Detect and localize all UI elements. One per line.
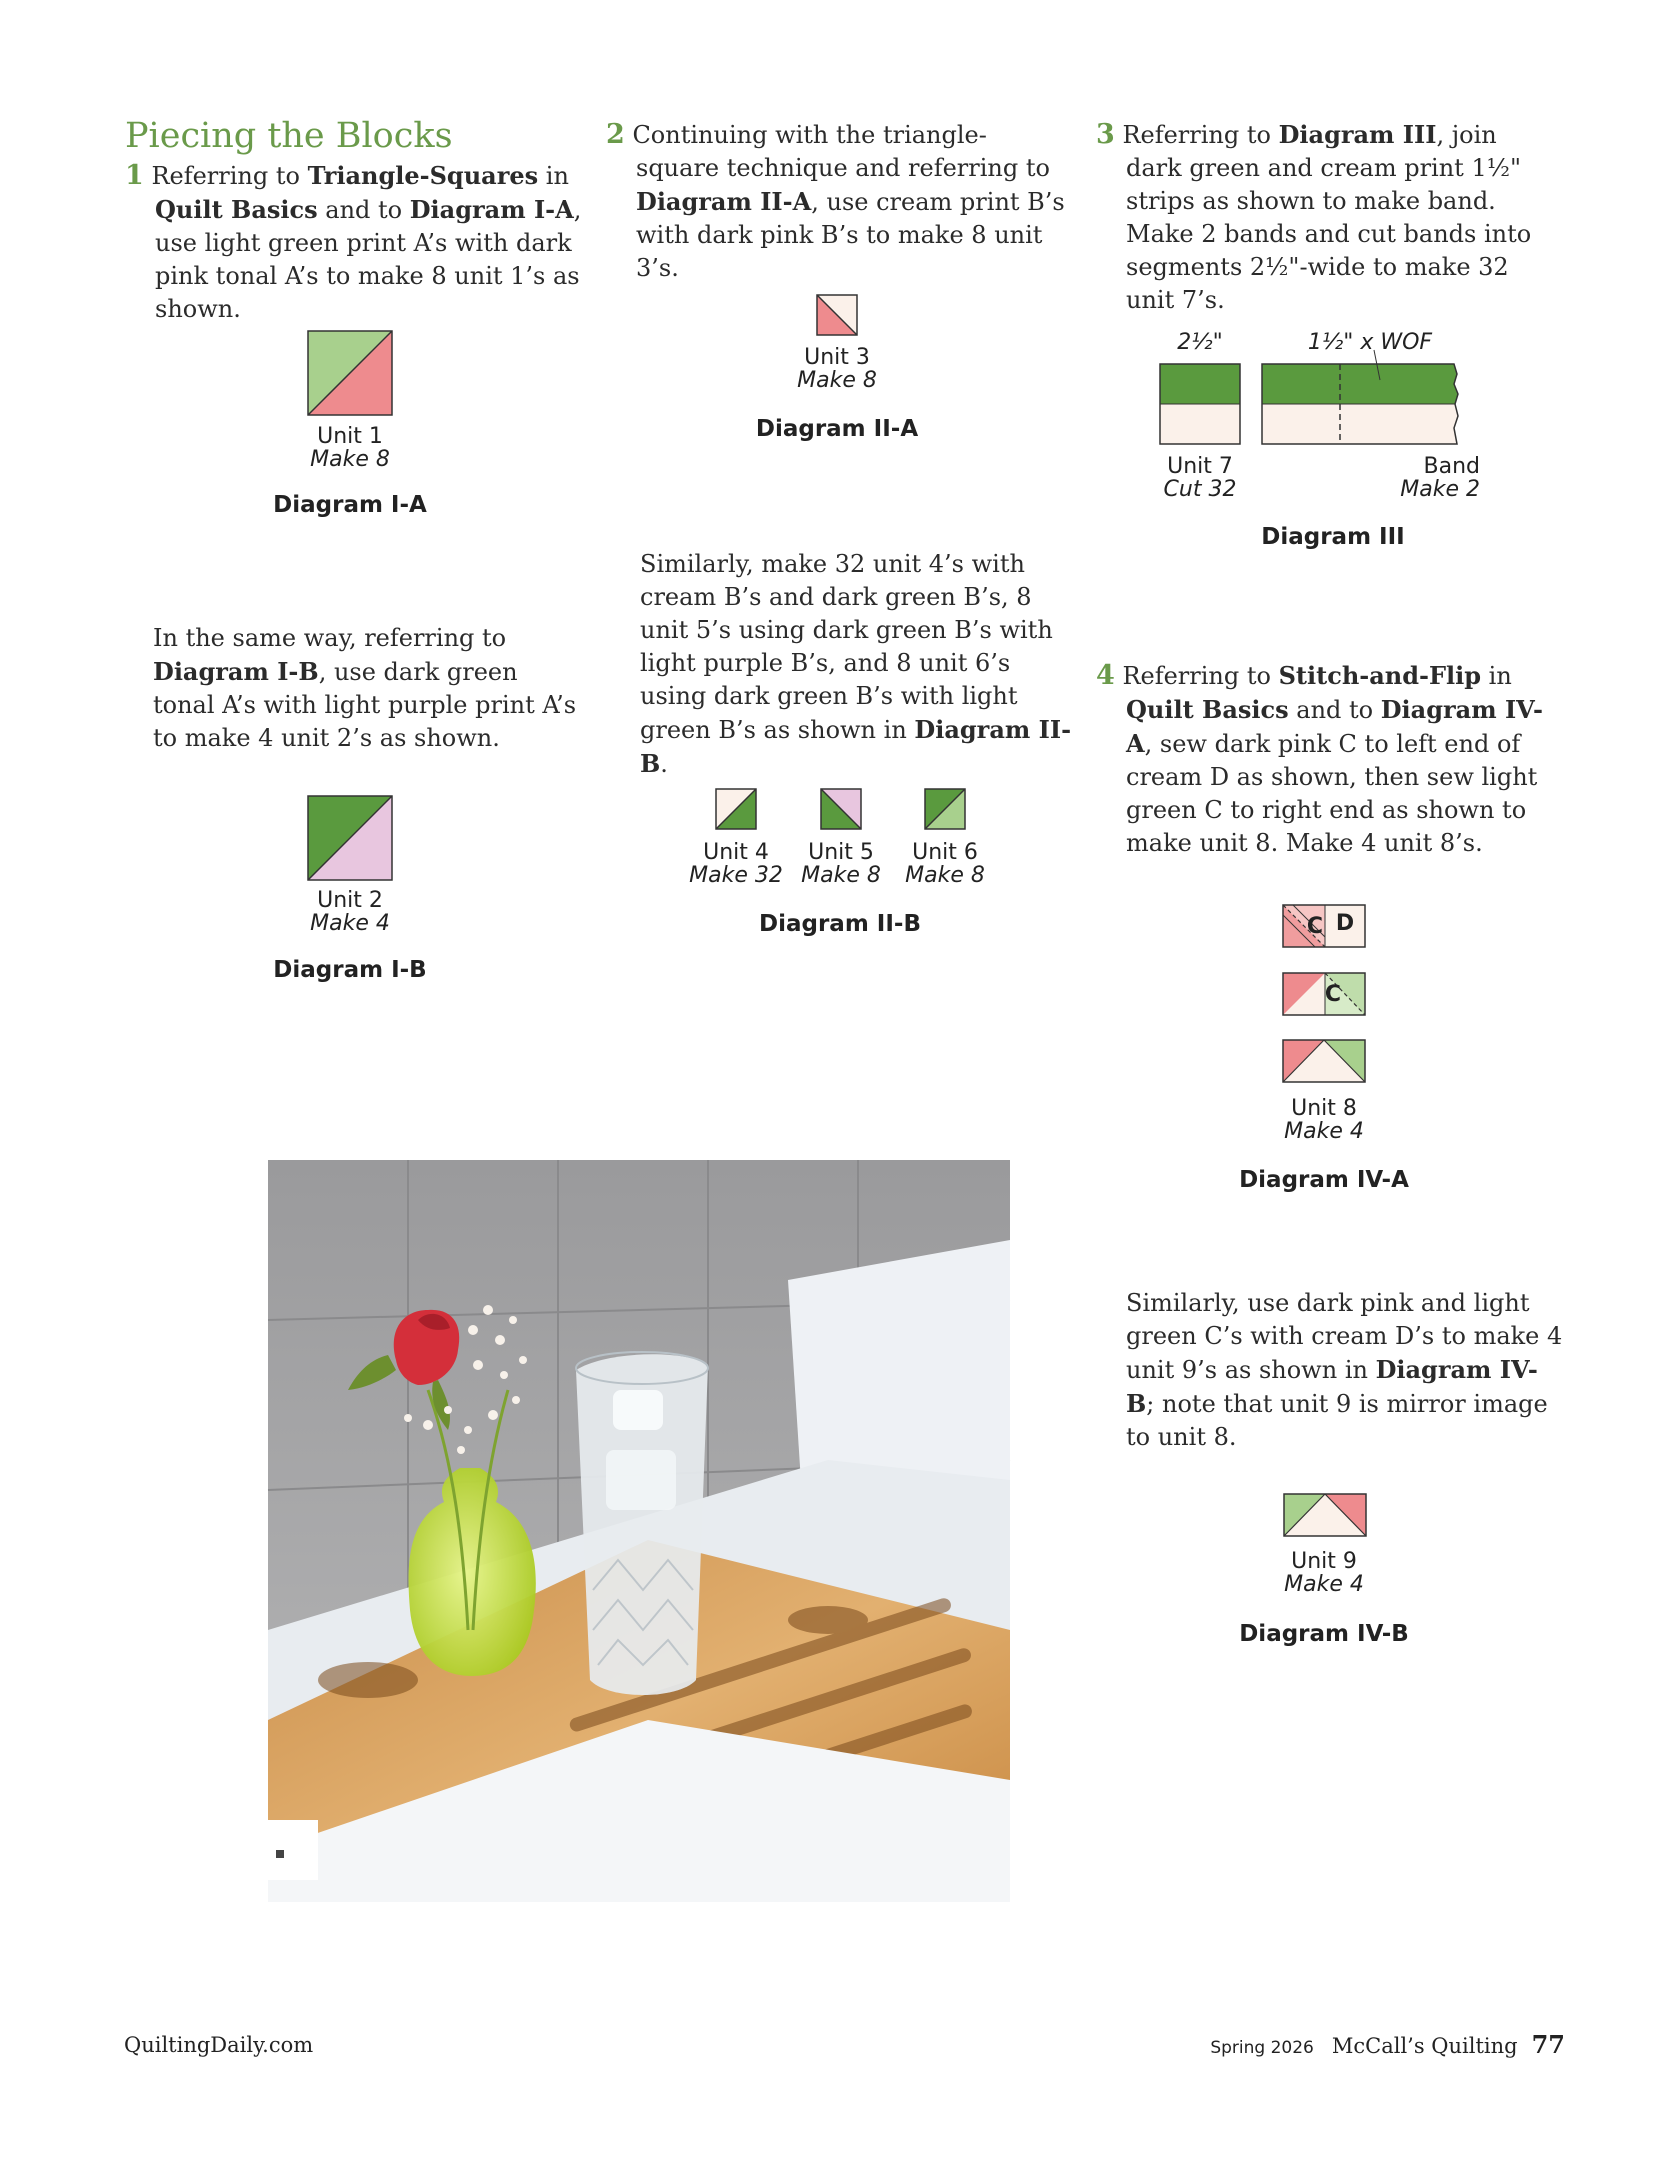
step-4-number: 4 bbox=[1096, 660, 1115, 691]
diagram-2b-title: Diagram II-B bbox=[759, 911, 921, 937]
step-4b-text: Similarly, use dark pink and light green C’s with cream D’s to make 4 unit 9’s as shown in Diagram IV-B; note that unit 9 is mirror image to unit 8. bbox=[1126, 1289, 1563, 1451]
unit-5-label: Unit 5 Make 8 bbox=[801, 840, 881, 888]
footer-folio bbox=[1210, 2030, 1565, 2059]
unit-3-triangle-square bbox=[817, 295, 857, 335]
footer-magazine: McCall’s Quilting bbox=[1331, 2034, 1518, 2058]
unit-1-triangle-square bbox=[308, 331, 392, 415]
diagram-1b-title: Diagram I-B bbox=[273, 957, 427, 983]
step-3-text: 3 Referring to Diagram III, join dark green and cream print 1½" strips as shown to make band. Make 2 bands and cut bands into segments 2½"-wide to make 32 unit 7’s. bbox=[1096, 119, 1532, 314]
band-width-dimension: 1½" x WOF bbox=[1307, 330, 1433, 355]
label-c-2: C bbox=[1324, 982, 1342, 1007]
unit-6-triangle-square bbox=[925, 789, 965, 829]
label-c-1: C bbox=[1306, 914, 1324, 939]
diagram-4a-title: Diagram IV-A bbox=[1239, 1167, 1409, 1193]
unit-8-flying-geese bbox=[1283, 1040, 1365, 1082]
step-1-number: 1 bbox=[125, 160, 144, 191]
unit-8-label: Unit 8 Make 4 bbox=[1284, 1096, 1364, 1144]
section-heading: Piecing the Blocks bbox=[125, 116, 453, 156]
diagram-1a-title: Diagram I-A bbox=[273, 492, 427, 518]
footer-issue: Spring 2026 bbox=[1210, 2038, 1314, 2058]
unit-2-triangle-square bbox=[308, 796, 392, 880]
unit-9-label: Unit 9 Make 4 bbox=[1284, 1549, 1364, 1597]
diagram-3-title: Diagram III bbox=[1261, 524, 1405, 550]
unit-8-step-2 bbox=[1283, 973, 1365, 1015]
unit-6-label: Unit 6 Make 8 bbox=[905, 840, 985, 888]
unit-2-label: Unit 2 Make 4 bbox=[310, 888, 390, 936]
unit-5-triangle-square bbox=[821, 789, 861, 829]
label-d: D bbox=[1335, 911, 1355, 936]
unit-3-label: Unit 3 Make 8 bbox=[797, 345, 877, 393]
unit-4-triangle-square bbox=[716, 789, 756, 829]
diagram-4b-title: Diagram IV-B bbox=[1239, 1621, 1409, 1647]
unit-7-segment bbox=[1160, 364, 1240, 444]
unit-7-width-dimension: 2½" bbox=[1177, 330, 1223, 355]
footer-website: QuiltingDaily.com bbox=[124, 2033, 314, 2057]
photo-vase-and-glass bbox=[268, 1160, 1010, 1902]
unit-7-label: Unit 7 Cut 32 bbox=[1163, 454, 1237, 502]
unit-9-flying-geese bbox=[1284, 1494, 1366, 1536]
unit-4-label: Unit 4 Make 32 bbox=[689, 840, 783, 888]
diagram-2a-title: Diagram II-A bbox=[755, 416, 919, 442]
band-strip bbox=[1262, 364, 1458, 446]
step-1-text: 1 Referring to Triangle-Squares in Quilt Basics and to Diagram I-A, use light green print A’s with dark pink tonal A’s to make 8 unit 1’s as shown. bbox=[125, 160, 582, 323]
footer-page-number: 77 bbox=[1531, 2030, 1565, 2059]
step-2b-text: Similarly, make 32 unit 4’s with cream B’s and dark green B’s, 8 unit 5’s using dark green B’s with light purple B’s, and 8 unit 6’s using dark green B’s with light green B’s as shown in Diagram II-B. bbox=[640, 550, 1072, 778]
step-4-text: 4 Referring to Stitch-and-Flip in Quilt Basics and to Diagram IV-A, sew dark pink C to left end of cream D as shown, then sew light green C to right end as shown to make unit 8. Make 4 unit 8’s. bbox=[1096, 660, 1544, 857]
step-1b-text: In the same way, referring to Diagram I-B, use dark green tonal A’s with light purple print A’s to make 4 unit 2’s as shown. bbox=[153, 624, 577, 752]
unit-1-label: Unit 1 Make 8 bbox=[310, 424, 390, 472]
step-2-number: 2 bbox=[606, 119, 625, 150]
unit-8-step-1 bbox=[1283, 905, 1365, 947]
step-2-text: 2 Continuing with the triangle-square technique and referring to Diagram II-A, use cream print B’s with dark pink B’s to make 8 unit 3’s. bbox=[606, 119, 1065, 282]
step-3-number: 3 bbox=[1096, 119, 1115, 150]
band-label: Band Make 2 bbox=[1400, 454, 1480, 502]
